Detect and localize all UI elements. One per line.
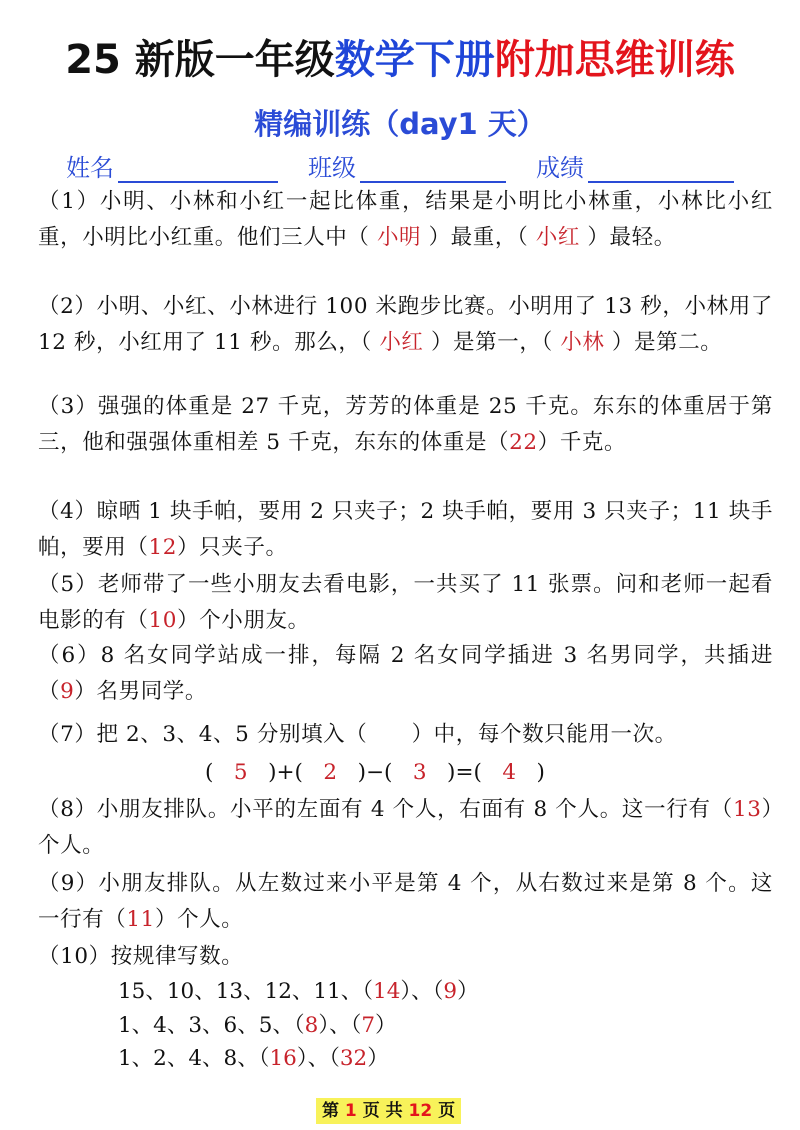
q2-text-mid: ）是第一，（	[423, 329, 561, 355]
name-field[interactable]	[66, 148, 278, 183]
q3-text-end: ）千克。	[537, 429, 627, 455]
q6-text: （6）8 名女同学站成一排，每隔 2 名女同学插进 3 名男同学，共插进（	[38, 643, 773, 704]
q2-answer-first: 小红	[379, 329, 424, 355]
q10-sequence-1	[118, 976, 479, 1008]
question-6	[38, 638, 773, 709]
q7-answer-1: 5	[233, 760, 248, 785]
q10-sequence-3	[118, 1043, 389, 1075]
q8-answer: 13	[732, 797, 762, 822]
q9-text: （9）小朋友排队。从左数过来小平是第 4 个，从右数过来是第 8 个。这一行有（	[38, 871, 773, 932]
footer-text-end: 页	[438, 1101, 456, 1121]
q7-answer-2: 2	[323, 760, 338, 785]
footer-text-start: 第	[322, 1101, 339, 1121]
q7-answer-3: 3	[412, 760, 427, 785]
seq3-end: ）	[367, 1046, 389, 1071]
q3-text: （3）强强的体重是 27 千克，芳芳的体重是 25 千克。东东的体重居于第三，他和强强体重相差 5 千克，东东的体重是（	[38, 394, 773, 455]
q2-answer-second: 小林	[560, 329, 605, 355]
seq1-answer-2: 9	[443, 979, 458, 1004]
seq1-sep: ）、（	[400, 979, 444, 1004]
question-1	[38, 184, 773, 255]
name-label: 姓名	[66, 154, 114, 182]
q1-text: （1）小明、小林和小红一起比体重，结果是小明比小林重，小林比小红重，小明比小红重。他们三人中（	[38, 189, 773, 250]
q2-text: （2）小明、小红、小林进行 100 米跑步比赛。小明用了 13 秒，小林用了 12 秒，小红用了 11 秒。那么，（	[38, 294, 773, 355]
question-10	[38, 939, 773, 975]
name-blank-line	[118, 155, 278, 183]
score-blank-line	[588, 155, 734, 183]
seq1-answer-1: 14	[373, 979, 401, 1004]
seq2-answer-1: 8	[304, 1013, 319, 1038]
q10-text: （10）按规律写数。	[38, 944, 244, 969]
page-title	[0, 28, 800, 85]
q4-text-end: ）只夹子。	[177, 534, 288, 560]
class-blank-line	[360, 155, 506, 183]
question-2	[38, 289, 773, 360]
seq3-text: 1、2、4、8、（	[118, 1046, 270, 1071]
q6-answer: 9	[60, 678, 75, 704]
q8-text-end: ）个人。	[38, 797, 773, 858]
q1-text-mid: ）最重，（	[421, 224, 536, 250]
question-5	[38, 567, 773, 638]
q7-equation: ( 5 )+( 2 )−( 3 )=( 4 )	[205, 760, 545, 785]
q9-answer: 11	[126, 906, 155, 932]
score-label: 成绩	[536, 154, 584, 182]
q7-answer-4: 4	[502, 760, 517, 785]
question-9	[38, 866, 773, 937]
student-info-fields	[66, 148, 766, 184]
question-8	[38, 792, 773, 863]
question-4	[38, 494, 773, 565]
q1-text-end: ）最轻。	[579, 224, 676, 250]
q3-answer: 22	[509, 429, 538, 455]
current-page-number: 1	[344, 1101, 357, 1121]
class-field[interactable]	[308, 148, 506, 183]
title-part-subject: 数学下册	[334, 37, 495, 83]
seq2-sep: ）、（	[318, 1013, 362, 1038]
total-pages-number: 12	[408, 1101, 433, 1121]
seq3-answer-2: 32	[339, 1046, 368, 1071]
title-part-grade: 25 新版一年级	[65, 37, 335, 83]
seq2-end: ）	[375, 1013, 397, 1038]
q5-answer: 10	[148, 607, 178, 633]
q2-text-end: ）是第二。	[604, 329, 723, 355]
q9-text-end: ）个人。	[154, 906, 244, 932]
seq1-text: 15、10、13、12、11、（	[118, 979, 374, 1004]
q6-text-end: ）名男同学。	[74, 678, 207, 704]
seq2-text: 1、4、3、6、5、（	[118, 1013, 305, 1038]
seq2-answer-2: 7	[361, 1013, 376, 1038]
class-label: 班级	[308, 154, 356, 182]
seq3-sep: ）、（	[296, 1046, 340, 1071]
q4-text: （4）晾晒 1 块手帕，要用 2 只夹子；2 块手帕，要用 3 只夹子；11 块手帕，要用（	[38, 499, 773, 560]
q10-sequence-2	[118, 1010, 397, 1042]
q1-answer-heaviest: 小明	[376, 224, 422, 250]
score-field[interactable]	[536, 148, 734, 183]
seq3-answer-1: 16	[269, 1046, 297, 1071]
q8-text: （8）小朋友排队。小平的左面有 4 个人，右面有 8 个人。这一行有（	[38, 797, 733, 822]
subtitle: 精编训练（day1 天）	[254, 107, 546, 141]
q5-text-end: ）个小朋友。	[177, 607, 310, 633]
q7-text: （7）把 2、3、4、5 分别填入（ ）中，每个数只能用一次。	[38, 722, 677, 747]
seq1-end: ）	[457, 979, 479, 1004]
page-number-footer	[316, 1098, 461, 1124]
question-7	[38, 717, 773, 753]
question-3	[38, 389, 773, 460]
q1-answer-lightest: 小红	[535, 224, 580, 250]
q4-answer: 12	[148, 534, 178, 560]
q5-text: （5）老师带了一些小朋友去看电影，一共买了 11 张票。问和老师一起看电影的有（	[38, 572, 773, 633]
footer-text-mid: 页 共	[362, 1101, 403, 1121]
title-part-training: 附加思维训练	[494, 37, 735, 83]
